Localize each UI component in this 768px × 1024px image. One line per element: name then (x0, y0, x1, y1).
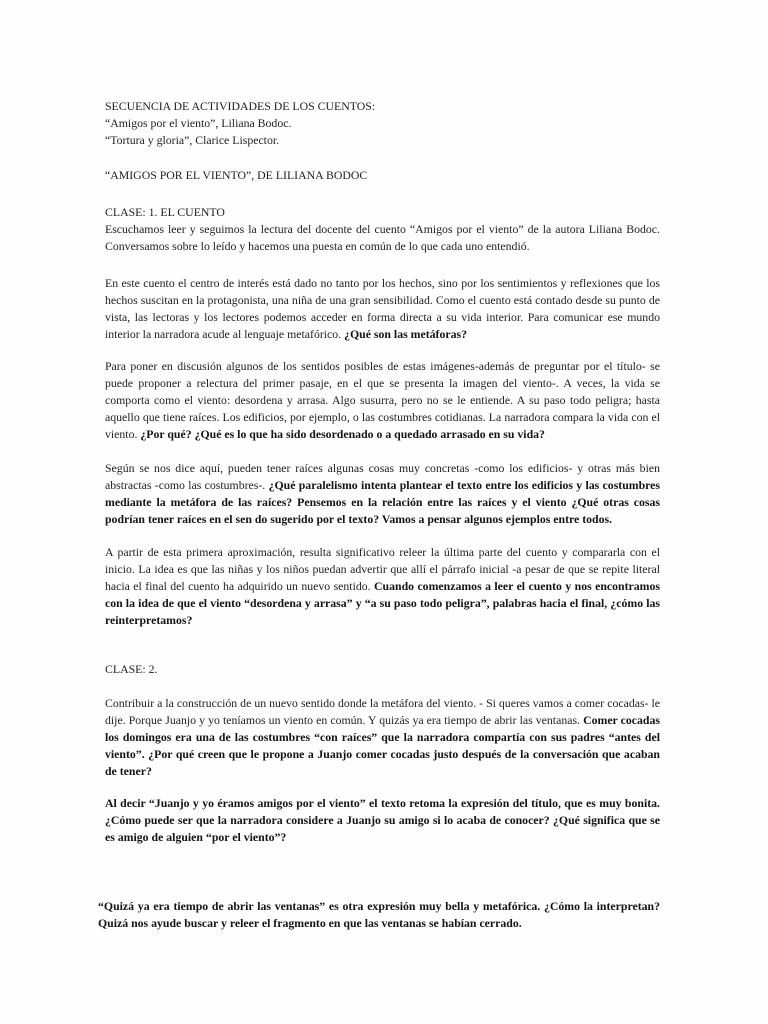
sequence-title-block-text: SECUENCIA DE ACTIVIDADES DE LOS CUENTOS: (105, 99, 376, 113)
paragraph-raices-text: Según se nos dice aquí, pueden tener raíces algunas cosas muy concretas -como los edificios- y otras más bien abstractas -como las costumbres-. (105, 461, 660, 492)
paragraph-cocadas-text: Comer cocadas los domingos era una de las costumbres “con raíces” que la narradora compartía con sus padres “antes del viento”. ¿Por qué creen que le propone a Juanjo comer cocadas justo después de la conversación que acaban de tener? (105, 713, 660, 778)
paragraph-amigos-por-el-viento-text: Al decir “Juanjo y yo éramos amigos por el viento” el texto retoma la expresión del título, que es muy bonita. ¿Cómo puede ser que la narradora considere a Juanjo su amigo si lo acaba de conocer? ¿Qué significa que se es amigo de alguien “por el viento”? (105, 796, 660, 844)
paragraph-amigos-por-el-viento (105, 795, 660, 846)
clase-1-heading-and-intro-text: Escuchamos leer y seguimos la lectura del docente del cuento “Amigos por el viento” de la autora Liliana Bodoc. Conversamos sobre lo leído y hacemos una puesta en común de lo que cada uno entendió. (105, 222, 660, 253)
paragraph-imagenes-viento-text: ¿Por qué? ¿Qué es lo que ha sido desordenado o a quedado arrasado en su vida? (140, 427, 545, 441)
paragraph-raices-text: ¿Qué paralelismo intenta plantear el texto entre los edificios y las costumbres mediante la metáfora de las raíces? Pensemos en la relación entre las raíces y el viento ¿Qué otras cosas podrían tener raíces en el sen do sugerido por el texto? Vamos a pensar algunos ejemplos entre todos. (105, 478, 661, 526)
paragraph-raices (105, 460, 660, 528)
paragraph-cocadas-text: Contribuir a la construcción de un nuevo sentido donde la metáfora del viento. - Si queres vamos a comer cocadas- le dije. Porque Juanjo y yo teníamos un viento en común. Y quizás ya era tiempo de abrir las ventanas. (105, 696, 660, 727)
paragraph-centro-de-interes-text: En este cuento el centro de interés está dado no tanto por los hechos, sino por los sentimientos y reflexiones que los hechos suscitan en la protagonista, una niña de una gran sensibilidad. Como el cuento está contado desde su punto de vista, las lectoras y los lectores podemos acceder en forma directa a su vida interior. Para comunicar ese mundo interior la narradora acude al lenguaje metafórico. (105, 276, 660, 341)
paragraph-releer-final-text: Cuando comenzamos a leer el cuento y nos encontramos con la idea de que el viento “desordena y arrasa” y “a su paso todo peligra”, palabras hacia el final, ¿cómo las reinterpretamos? (105, 579, 660, 627)
clase-1-heading-and-intro-text: CLASE: 1. EL CUENTO (105, 205, 225, 219)
clase-2-heading (105, 661, 660, 678)
paragraph-releer-final (105, 544, 660, 629)
sequence-title-block (105, 98, 660, 149)
clase-2-heading-text: CLASE: 2. (105, 662, 158, 676)
sequence-title-block-text: “Amigos por el viento”, Liliana Bodoc. (105, 116, 292, 130)
paragraph-centro-de-interes-text: ¿Qué son las metáforas? (344, 327, 467, 341)
paragraph-imagenes-viento (105, 358, 660, 443)
story-heading-amigos (105, 167, 660, 184)
paragraph-abrir-las-ventanas-text: “Quizá ya era tiempo de abrir las ventanas” es otra expresión muy bella y metafórica. ¿Cómo la interpretan? Quizá nos ayude buscar y releer el fragmento en que las ventanas se habían cerrado. (98, 899, 660, 930)
paragraph-releer-final-text: A partir de esta primera aproximación, resulta significativo releer la última parte del cuento y compararla con el inicio. La idea es que las niñas y los niños puedan advertir que allí el párrafo inicial -a pesar de que se repite literal hacia el final del cuento ha adquirido un nuevo sentido. (105, 545, 660, 593)
sequence-title-block-text: “Tortura y gloria”, Clarice Lispector. (105, 133, 280, 147)
paragraph-cocadas (105, 695, 660, 780)
clase-1-heading-and-intro (105, 204, 660, 255)
story-heading-amigos-text: “AMIGOS POR EL VIENTO”, DE LILIANA BODOC (105, 168, 368, 182)
paragraph-abrir-las-ventanas (98, 898, 660, 932)
paragraph-imagenes-viento-text: Para poner en discusión algunos de los sentidos posibles de estas imágenes-además de preguntar por el título- se puede proponer a relectura del primer pasaje, en el que se presenta la imagen del viento-. A veces, la vida se comporta como el viento: desordena y arrasa. Algo susurra, pero no se le entiende. A su paso todo peligra; hasta aquello que tiene raíces. Los edificios, por ejemplo, o las costumbres cotidianas. La narradora compara la vida con el viento. (105, 359, 660, 441)
paragraph-centro-de-interes (105, 275, 660, 343)
